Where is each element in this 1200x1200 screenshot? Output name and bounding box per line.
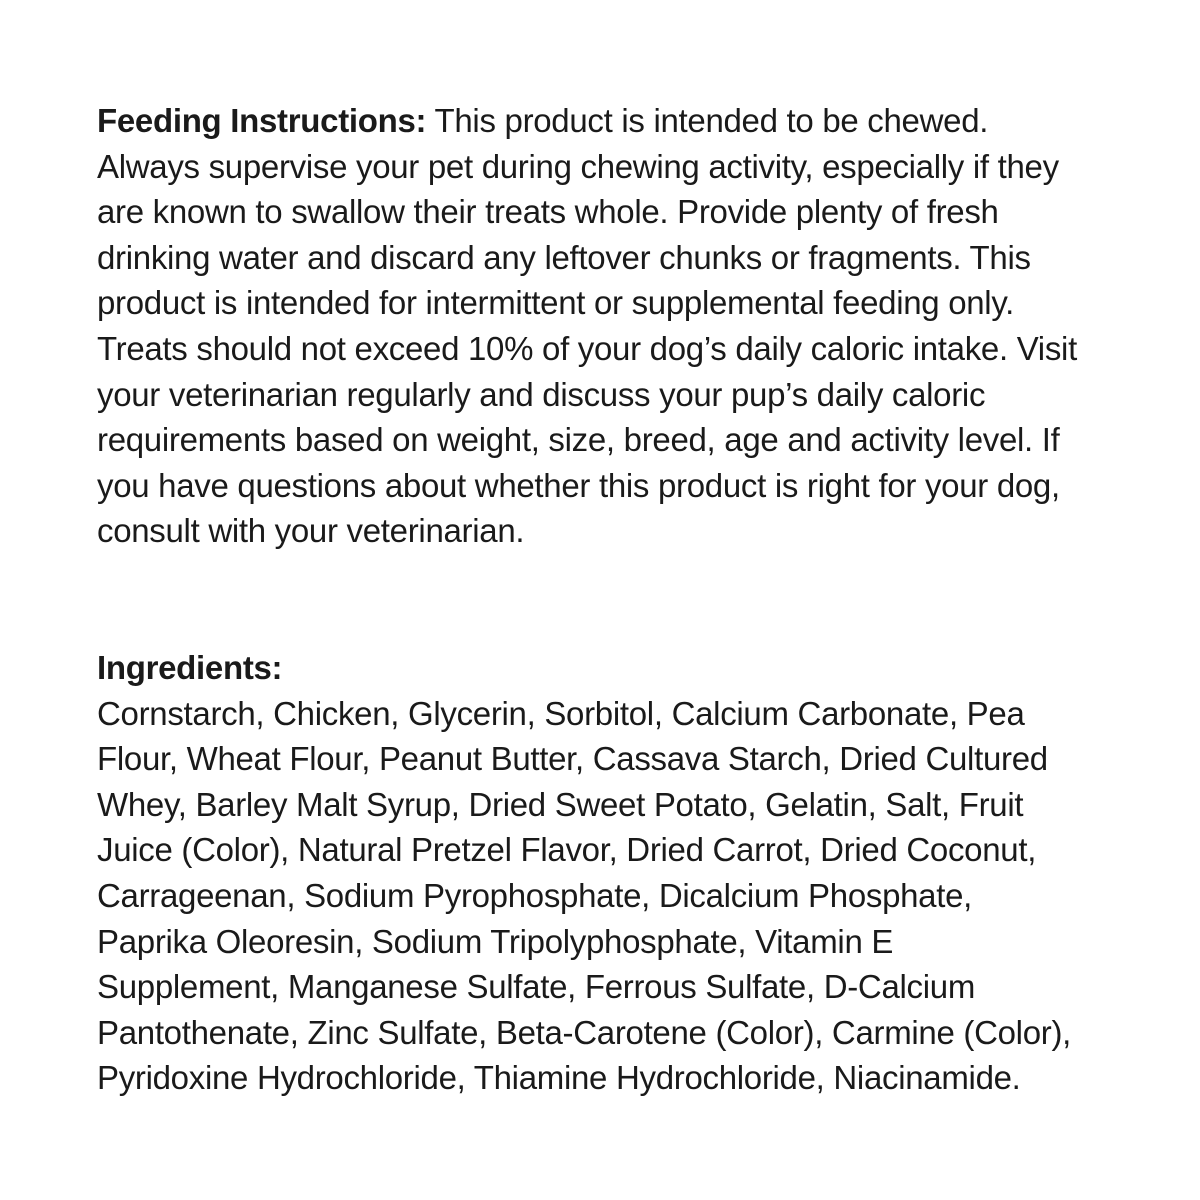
feeding-instructions-text: This product is intended to be chewed. Always supervise your pet during chewing activity, especially if they are known to swallow their treats whole. Provide plenty of fresh drinking water and discard any leftover chunks or fragments. This product is intended for intermittent or supplemental feeding only. Treats should not exceed 10% of your dog’s daily caloric intake. Visit your veterinarian regularly and discuss your pup’s daily caloric requirements based on weight, size, breed, age and activity level. If you have questions about whether this product is right for your dog, consult with your veterinarian. <box>97 102 1077 550</box>
product-label-document <box>97 98 1077 1101</box>
ingredients-section <box>97 645 1077 1101</box>
feeding-instructions-label: Feeding Instructions: <box>97 102 427 139</box>
feeding-instructions-section <box>97 98 1077 554</box>
feeding-instructions-paragraph <box>97 98 1077 554</box>
ingredients-list-text: Cornstarch, Chicken, Glycerin, Sorbitol, Calcium Carbonate, Pea Flour, Wheat Flour, Peanut Butter, Cassava Starch, Dried Cultured Whey, Barley Malt Syrup, Dried Sweet Potato, Gelatin, Salt, Fruit Juice (Color), Natural Pretzel Flavor, Dried Carrot, Dried Coconut, Carrageenan, Sodium Pyrophosphate, Dicalcium Phosphate, Paprika Oleoresin, Sodium Tripolyphosphate, Vitamin E Supplement, Manganese Sulfate, Ferrous Sulfate, D-Calcium Pantothenate, Zinc Sulfate, Beta-Carotene (Color), Carmine (Color), Pyridoxine Hydrochloride, Thiamine Hydrochloride, Niacinamide. <box>97 694 1072 1097</box>
ingredients-label: Ingredients: <box>97 648 283 686</box>
